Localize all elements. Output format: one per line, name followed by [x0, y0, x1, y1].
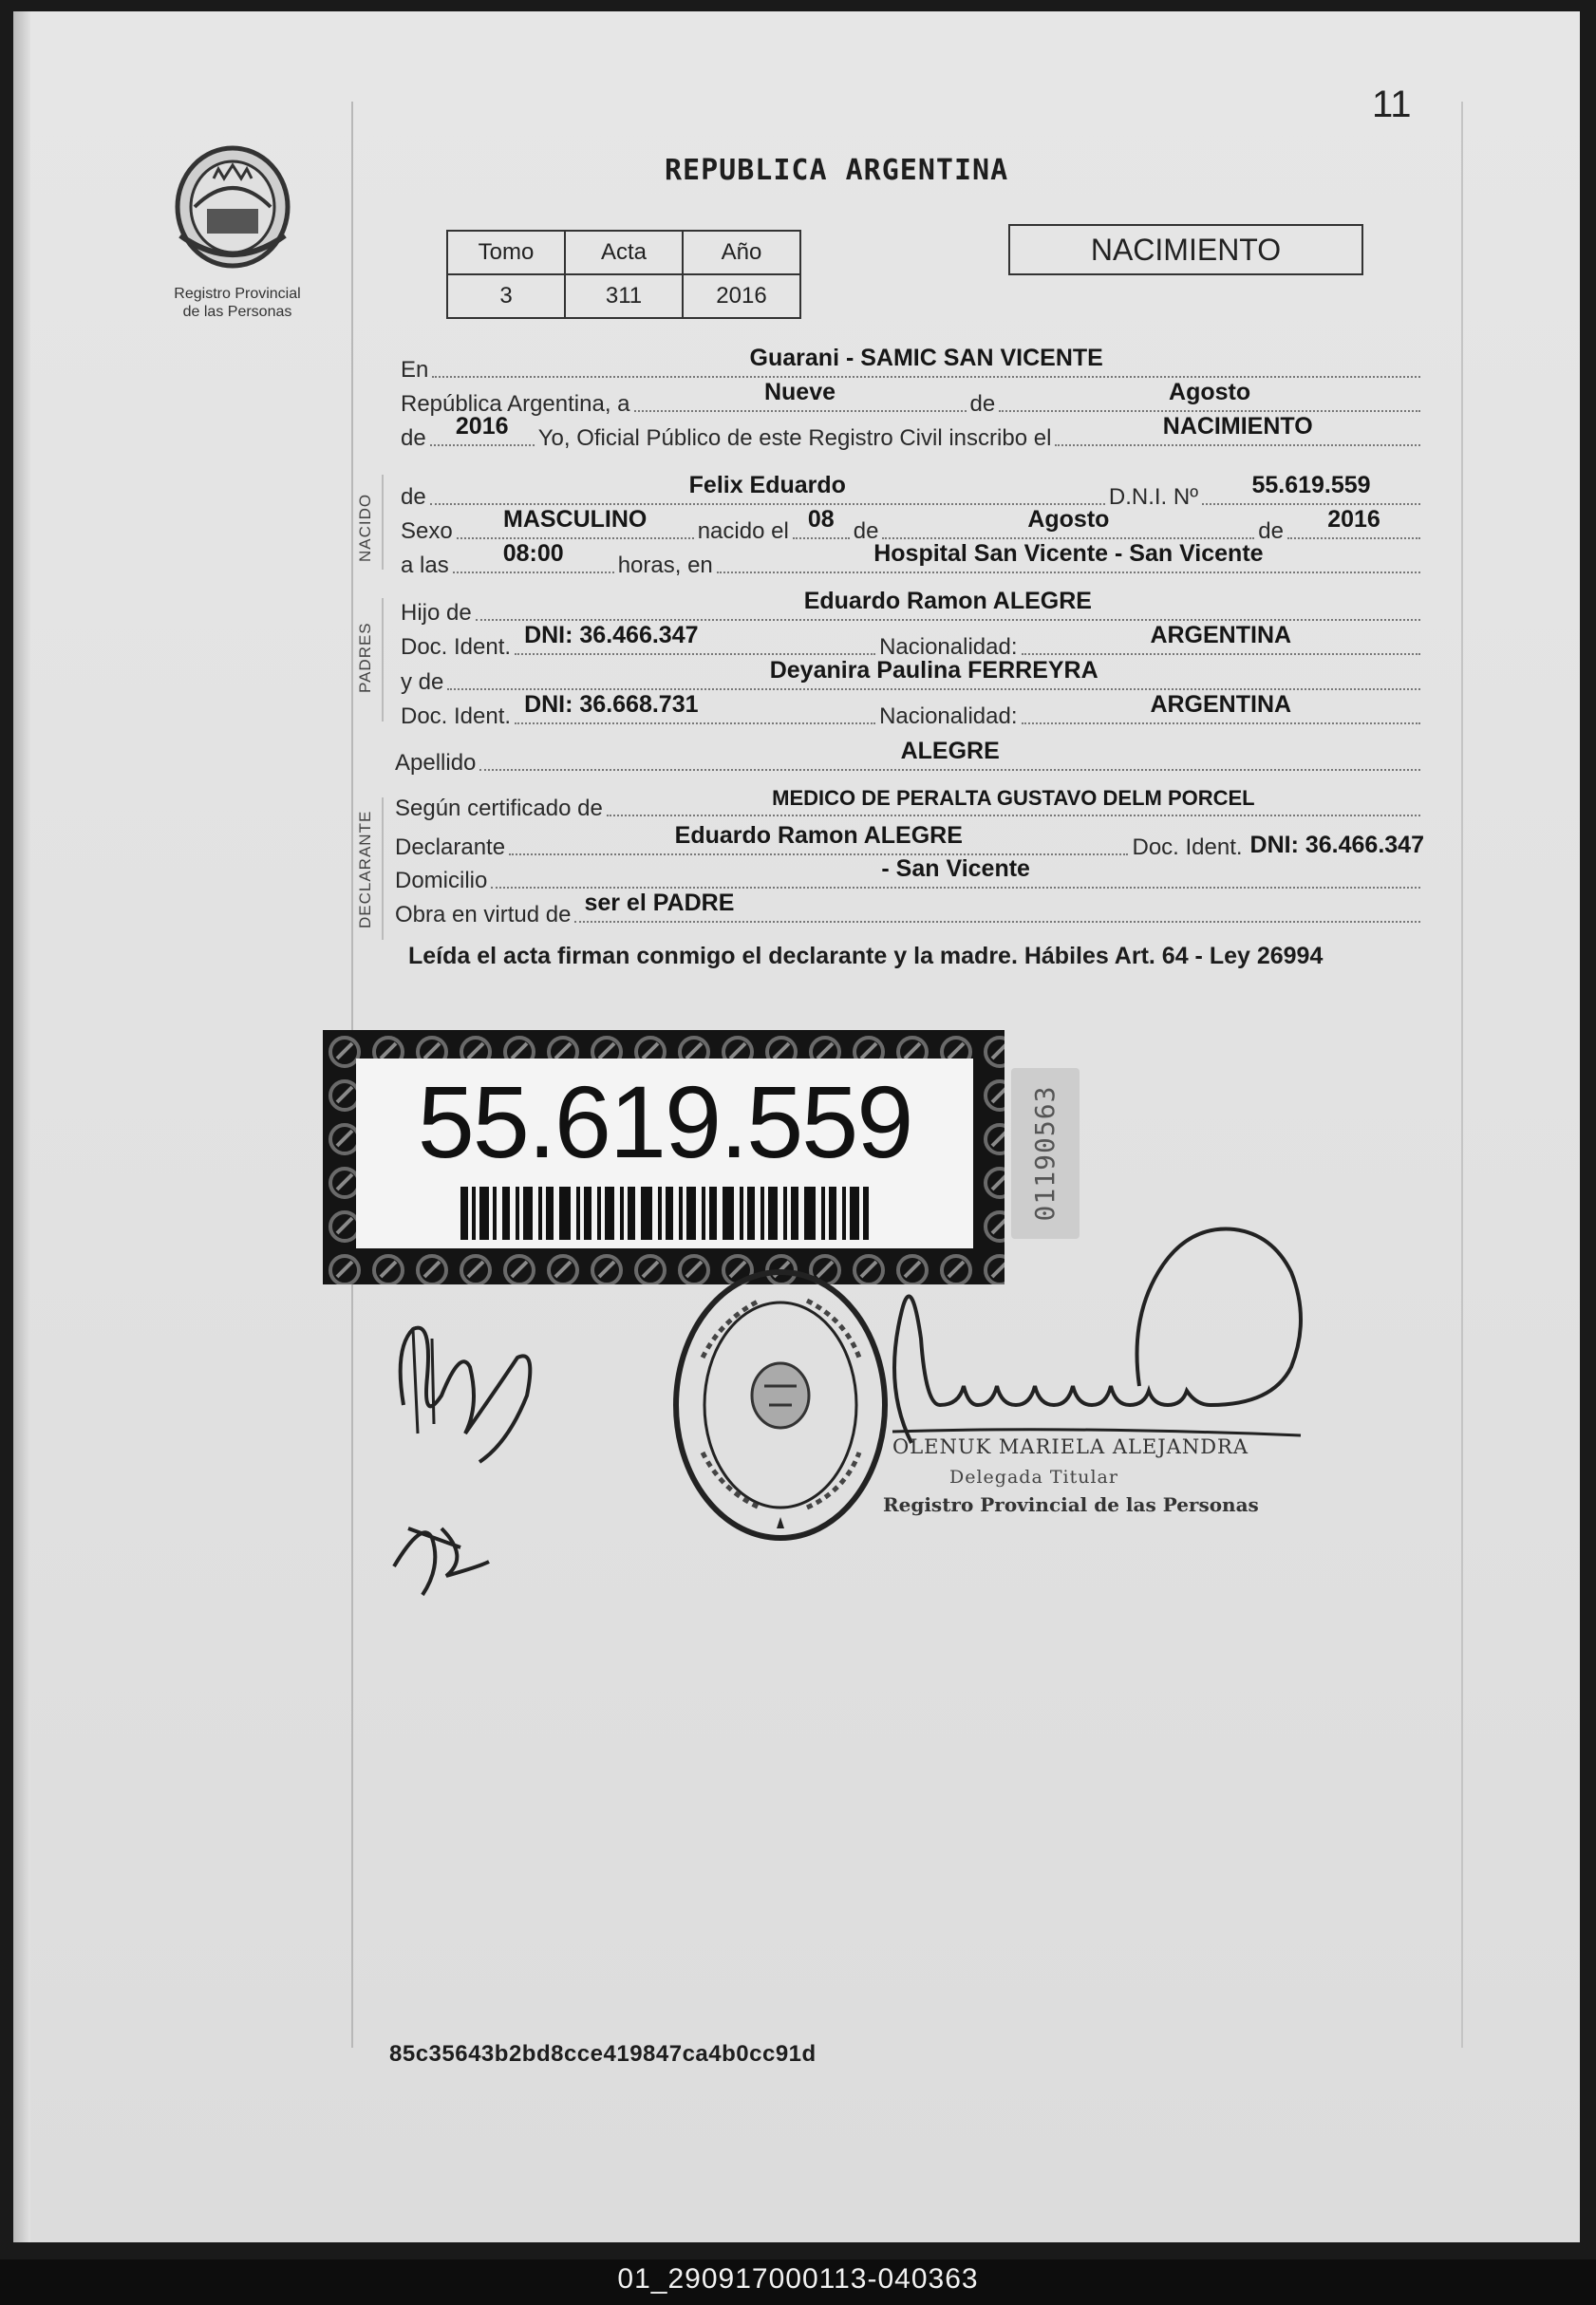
label-doc-ident-madre: Doc. Ident.	[401, 703, 512, 729]
value-padre-nac: ARGENTINA	[1150, 622, 1292, 648]
sticker-dni-number: 55.619.559	[417, 1064, 912, 1179]
row-hora	[401, 540, 1424, 579]
row-certificado	[395, 786, 1424, 822]
value-sexo: MASCULINO	[503, 506, 648, 533]
label-horas-en: horas, en	[617, 553, 713, 578]
row-inscripcion	[401, 413, 1424, 452]
official-office: Registro Provincial de las Personas	[883, 1493, 1259, 1516]
document-hash: 85c35643b2bd8cce419847ca4b0cc91d	[389, 2041, 817, 2067]
value-lugar-nac: Hospital San Vicente - San Vicente	[873, 540, 1264, 567]
value-padre: Eduardo Ramon ALEGRE	[803, 588, 1092, 614]
hospital-stamp-icon	[665, 1263, 897, 1547]
value-anio: 2016	[455, 413, 509, 440]
value-padre-doc: DNI: 36.466.347	[524, 622, 699, 648]
register-table	[446, 230, 801, 319]
label-obra: Obra en virtud de	[395, 902, 572, 928]
right-margin-line	[1461, 102, 1463, 2048]
label-de-anio: de	[401, 425, 426, 451]
label-y-de: y de	[401, 669, 444, 695]
value-declarante-doc: DNI: 36.466.347	[1249, 832, 1424, 858]
footer-bar	[0, 2259, 1596, 2305]
side-label-nacido: NACIDO	[356, 493, 374, 562]
label-domicilio: Domicilio	[395, 868, 488, 893]
value-nac-anio: 2016	[1327, 506, 1380, 533]
register-value-tomo: 3	[447, 274, 565, 318]
label-doc-ident-declarante: Doc. Ident.	[1132, 834, 1243, 860]
register-header-acta: Acta	[565, 231, 683, 274]
value-madre-doc: DNI: 36.668.731	[524, 691, 699, 718]
serial-number: 01190563	[1029, 1085, 1061, 1222]
label-de-nac-anio: de	[1258, 518, 1284, 544]
serial-tab	[1011, 1068, 1080, 1239]
closing-statement: Leída el acta firman conmigo el declarante y la madre. Hábiles Art. 64 - Ley 26994	[408, 943, 1324, 969]
label-hijo-de: Hijo de	[401, 600, 472, 626]
label-de-mes: de	[969, 391, 996, 417]
value-declarante: Eduardo Ramon ALEGRE	[674, 822, 963, 849]
register-value-acta: 311	[565, 274, 683, 318]
footer-filename: 01_290917000113-040363	[617, 2263, 979, 2295]
value-dni: 55.619.559	[1251, 472, 1371, 498]
label-a-las: a las	[401, 553, 449, 578]
registry-label	[133, 285, 342, 321]
label-nacionalidad-padre: Nacionalidad:	[879, 634, 1018, 660]
value-apellido: ALEGRE	[900, 738, 1000, 764]
value-virtud: ser el PADRE	[584, 890, 735, 916]
value-domicilio: - San Vicente	[881, 855, 1030, 882]
label-segun: Según certificado de	[395, 796, 603, 821]
registry-line-2: de las Personas	[182, 304, 292, 320]
signature-declarante-icon	[375, 1291, 565, 1614]
side-label-padres: PADRES	[356, 622, 374, 693]
label-doc-ident-padre: Doc. Ident.	[401, 634, 512, 660]
padres-bracket	[382, 598, 384, 721]
label-declarante: Declarante	[395, 834, 506, 860]
declarante-bracket	[382, 797, 384, 940]
label-yo-oficial: Yo, Oficial Público de este Registro Civil inscribo el	[537, 425, 1052, 451]
official-name: OLENUK MARIELA ALEJANDRA	[892, 1435, 1249, 1458]
row-apellido	[395, 738, 1424, 777]
official-role: Delegada Titular	[949, 1467, 1118, 1488]
nacido-bracket	[382, 475, 384, 570]
misiones-seal-icon	[161, 141, 304, 283]
register-header-anio: Año	[683, 231, 800, 274]
value-dia-letras: Nueve	[763, 379, 836, 405]
register-value-anio: 2016	[683, 274, 800, 318]
label-nacido-el: nacido el	[697, 518, 789, 544]
label-apellido: Apellido	[395, 750, 477, 776]
country-title: REPUBLICA ARGENTINA	[665, 154, 1009, 187]
label-en: En	[401, 357, 429, 383]
label-republica: República Argentina, a	[401, 391, 630, 417]
row-virtud	[395, 890, 1424, 928]
barcode-icon	[460, 1187, 869, 1240]
value-madre: Deyanira Paulina FERREYRA	[769, 657, 1098, 684]
label-sexo: Sexo	[401, 518, 453, 544]
side-label-declarante: DECLARANTE	[356, 810, 374, 928]
registry-line-1: Registro Provincial	[174, 286, 301, 302]
value-nac-dia: 08	[807, 506, 835, 533]
value-madre-nac: ARGENTINA	[1150, 691, 1292, 718]
register-header-tomo: Tomo	[447, 231, 565, 274]
value-nombre: Felix Eduardo	[688, 472, 846, 498]
value-lugar: Guarani - SAMIC SAN VICENTE	[749, 345, 1103, 371]
label-nacionalidad-madre: Nacionalidad:	[879, 703, 1018, 729]
label-dni-no: D.N.I. Nº	[1108, 484, 1198, 510]
act-type-box: NACIMIENTO	[1008, 224, 1363, 275]
label-de-nac-mes: de	[853, 518, 879, 544]
value-nac-mes: Agosto	[1027, 506, 1110, 533]
value-mes: Agosto	[1169, 379, 1251, 405]
page-edge-shadow	[13, 11, 30, 2242]
value-certificado: MEDICO DE PERALTA GUSTAVO DELM PORCEL	[772, 786, 1255, 810]
row-madre-doc	[401, 691, 1424, 730]
label-de-nombre: de	[401, 484, 426, 510]
value-hora: 08:00	[502, 540, 564, 567]
folio-number: 11	[1372, 84, 1412, 125]
register-header-row	[447, 231, 800, 274]
value-tipo: NACIMIENTO	[1162, 413, 1313, 440]
register-value-row	[447, 274, 800, 318]
official-signature-icon	[873, 1215, 1367, 1462]
